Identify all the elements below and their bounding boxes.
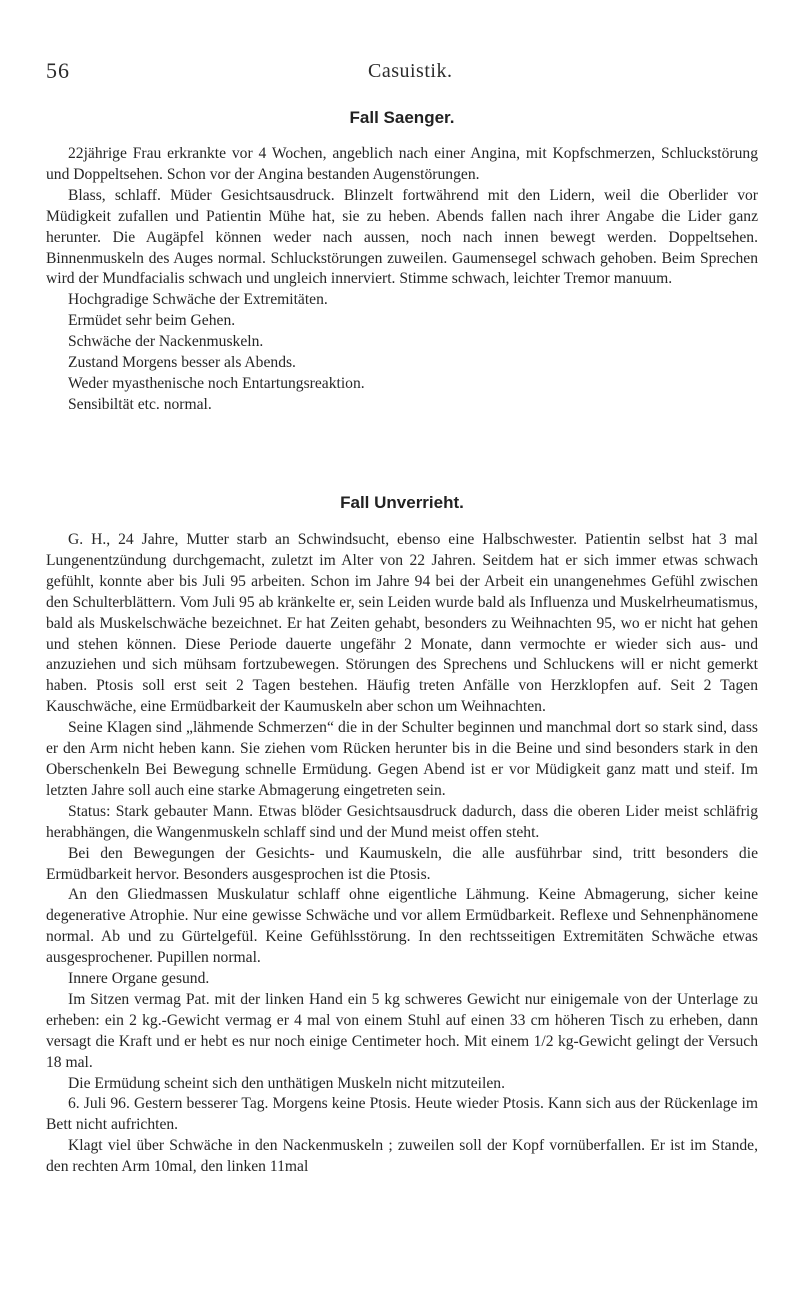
paragraph: Seine Klagen sind „lähmende Schmerzen“ die in der Schulter beginnen und manchmal dort so stark sind, dass er den Arm nicht heben kann. Sie ziehen vom Rücken herunter bis in die Beine und sind besonders stark in den Oberschenkeln Bei Bewegung schnelle Ermüdung. Gegen Abend ist er vor Müdigkeit ganz matt und steif. Im letzten Jahre soll auch eine starke Abmagerung eingetreten sein. [46,719,758,799]
paragraph: Blass, schlaff. Müder Gesichtsausdruck. Blinzelt fortwährend mit den Lidern, weil die Oberlider vor Müdigkeit zufallen und Patientin Mühe hat, sie zu heben. Abends fallen nach ihrer Angabe die Lider ganz herunter. Die Augäpfel können weder nach aussen, noch nach innen bewegt werden. Doppeltsehen. Binnenmuskeln des Auges normal. Schluckstörungen zuweilen. Gaumensegel schwach gehoben. Beim Sprechen wird der Mundfacialis schwach und ungleich innerviert. Stimme schwach, leichter Tremor manuum. [46,186,758,288]
paragraph: Bei den Bewegungen der Gesichts- und Kaumuskeln, die alle ausführbar sind, tritt besonders die Ermüdbarkeit hervor. Besonders ausgesprochen ist die Ptosis. [46,844,758,883]
paragraph: An den Gliedmassen Muskulatur schlaff ohne eigentliche Lähmung. Keine Abmagerung, sicher keine degenerative Atrophie. Nur eine gewisse Schwäche und vor allem Ermüdbarkeit. Reflexe und Sehnenphänomene normal. Ab und zu Gürtelgefül. Keine Gefühlsstörung. In den rechtsseitigen Extremitäten Schwäche etwas ausgesprochener. Pupillen normal. [46,886,758,967]
paragraph: Innere Organe gesund. [68,970,210,988]
paragraph: Im Sitzen vermag Pat. mit der linken Hand ein 5 kg schweres Gewicht nur einigemale von der Unterlage zu erheben: ein 2 kg.-Gewicht vermag er 4 mal von einem Stuhl auf einen 33 cm höheren Tisch zu erheben, dann versagt die Kraft und er hebt es nur noch einige Centimeter hoch. Mit einem 1/2 kg-Gewicht gelingt der Versuch 18 mal. [46,990,758,1071]
page-number: 56 [46,58,70,83]
paragraph: Weder myasthenische noch Entartungsreaktion. [68,374,365,392]
case-saenger-text [46,144,758,416]
paragraph: Klagt viel über Schwäche in den Nackenmuskeln ; zuweilen soll der Kopf vornüberfallen. Er ist im Stande, den rechten Arm 10mal, den linken 11mal [46,1137,758,1176]
paragraph: Status: Stark gebauter Mann. Etwas blöder Gesichtsausdruck dadurch, dass die oberen Lider meist schläfrig herabhängen, die Wangenmuskeln schlaff sind und der Mund meist offen steht. [46,802,758,841]
case-unverricht-text [46,530,758,1178]
paragraph: G. H., 24 Jahre, Mutter starb an Schwindsucht, ebenso eine Halbschwester. Patientin selbst hat 3 mal Lungenentzündung durchgemacht, zuletzt im Alter von 22 Jahren. Seitdem hat er sich immer etwas schwach gefühlt, konnte aber bis Juli 95 arbeiten. Schon im Jahre 94 bei der Arbeit ein unangenehmes Gefühl zwischen den Schulterblättern. Vom Juli 95 ab kränkelte er, sein Leiden wurde bald als Influenza und Muskelrheumatismus, bald als Muskelschwäche bezeichnet. Er hat Zeiten gehabt, besonders zu Weihnachten 95, wo er nicht hat gehen und stehen können. Diese Periode dauerte ungefähr 2 Monate, dann vermochte er wieder sich aus- und anzuziehen und sich mühsam fortzubewegen. Störungen des Sprechens und Schluckens will er nicht gemerkt haben. Ptosis soll erst seit 2 Tagen bestehen. Häufig treten Anfälle von Herzklopfen auf. Seit 2 Tagen Kauschwäche, eine Ermüdbarkeit der Kaumuskeln aber schon um Weihnachten. [46,531,758,716]
paragraph: Hochgradige Schwäche der Extremitäten. [68,291,328,309]
paragraph: Sensibiltät etc. normal. [68,395,212,413]
paragraph: 22jährige Frau erkrankte vor 4 Wochen, angeblich nach einer Angina, mit Kopfschmerzen, Schluckstörung und Doppeltsehen. Schon vor der Angina bestanden Augenstörungen. [46,145,758,183]
paragraph: Ermüdet sehr beim Gehen. [68,312,236,330]
running-head: Casuistik. [368,60,453,82]
case-title-saenger: Fall Saenger. [349,108,455,127]
case-title-unverricht: Fall Unverrieht. [340,493,464,512]
paragraph: 6. Juli 96. Gestern besserer Tag. Morgens keine Ptosis. Heute wieder Ptosis. Kann sich aus der Rückenlage im Bett nicht aufrichten. [46,1095,758,1134]
paragraph: Zustand Morgens besser als Abends. [68,354,296,372]
paragraph: Schwäche der Nackenmuskeln. [68,333,264,351]
paragraph: Die Ermüdung scheint sich den unthätigen Muskeln nicht mitzuteilen. [68,1074,505,1092]
